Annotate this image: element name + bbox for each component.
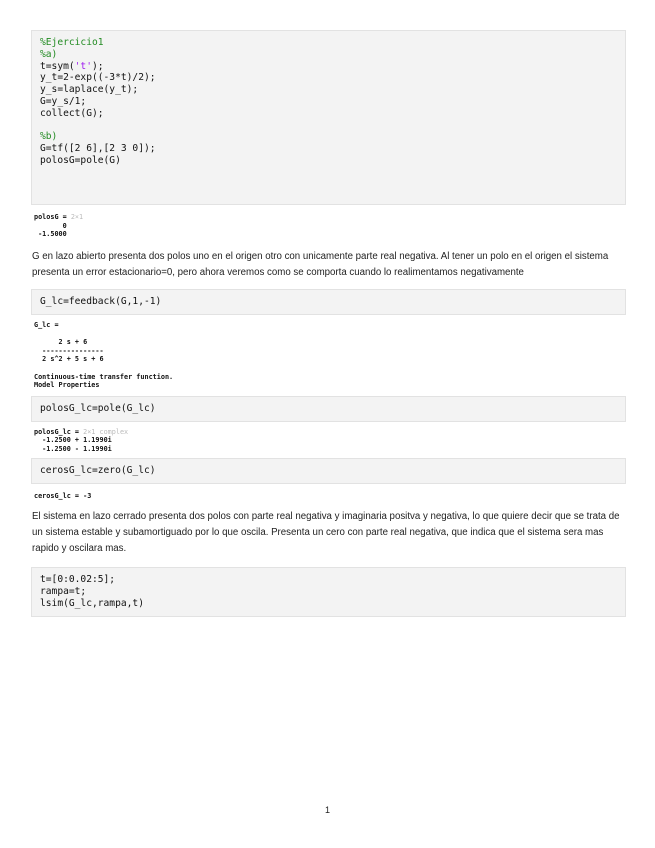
output-value: -1.2500 - 1.1990i: [34, 444, 112, 453]
tf-fraction-bar: ---------------: [34, 346, 104, 355]
code-line: y_t=2-exp((-3*t)/2);: [40, 72, 156, 84]
code-line: G=tf([2 6],[2 3 0]);: [40, 143, 156, 155]
code-line: polosG=pole(G): [40, 154, 121, 166]
code-line: polosG_lc=pole(G_lc): [40, 402, 156, 414]
model-properties-link[interactable]: Model Properties: [34, 381, 100, 390]
output-G-lc: [31, 321, 626, 390]
live-script-document: [31, 30, 626, 617]
code-line: G_lc=feedback(G,1,-1): [40, 296, 162, 308]
output-var-name: polosG_lc =: [34, 427, 84, 436]
code-string: 't': [74, 60, 92, 72]
output-dimensions: 2×1 complex: [83, 427, 129, 436]
code-line: y_s=laplace(y_t);: [40, 84, 139, 96]
output-polosG: [31, 213, 626, 239]
output-value: -1.5000: [34, 230, 67, 239]
page-number: 1: [324, 805, 330, 815]
output-var-name: polosG =: [34, 213, 71, 221]
paragraph-open-loop: G en lazo abierto presenta dos polos uno en el origen otro con unicamente parte real negativa. Al tener un polo en el origen el sistema presenta un error estacionario=0, pero ahora veremos como se comporta cuando lo realimentamos negativamente: [32, 250, 609, 278]
output-cerosG-lc: [31, 492, 626, 501]
tf-numerator: 2 s + 6: [34, 338, 88, 347]
code-block-lsim[interactable]: [31, 567, 626, 616]
code-line: collect(G);: [40, 107, 104, 119]
code-comment: %Ejercicio1: [40, 37, 104, 48]
output-value: 0: [34, 221, 67, 230]
tf-denominator: 2 s^2 + 5 s + 6: [34, 355, 104, 364]
code-block-feedback[interactable]: [31, 289, 626, 315]
code-block-ejercicio1[interactable]: [31, 30, 626, 205]
output-note: Continuous-time transfer function.: [34, 372, 174, 381]
code-block-zero-Glc[interactable]: [31, 458, 626, 484]
output-var-name: G_lc =: [34, 320, 59, 329]
output-value: -1.2500 + 1.1990i: [34, 436, 112, 445]
code-line: t=[0:0.02:5];: [40, 574, 116, 586]
output-polosG-lc: [31, 428, 626, 454]
code-line: G=y_s/1;: [40, 95, 87, 107]
code-block-pole-Glc[interactable]: [31, 396, 626, 422]
paragraph-closed-loop: El sistema en lazo cerrado presenta dos polos con parte real negativa y imaginaria positva y negativa, lo que quiere decir que se trata de un sistema estable y subamortiguado por lo que oscila. Presenta un cero con parte real negativa, que indica que el sistema sera mas rapido y oscilara mas.: [32, 510, 620, 555]
code-line: lsim(G_lc,rampa,t): [40, 597, 144, 609]
code-line: cerosG_lc=zero(G_lc): [40, 465, 156, 477]
code-comment: %a): [40, 48, 58, 60]
code-line: );: [91, 60, 104, 72]
output-value: cerosG_lc = -3: [34, 492, 92, 501]
code-line: rampa=t;: [40, 586, 87, 598]
code-line: t=sym(: [40, 60, 75, 72]
output-dimensions: 2×1: [70, 213, 84, 221]
code-comment: %b): [40, 131, 58, 143]
